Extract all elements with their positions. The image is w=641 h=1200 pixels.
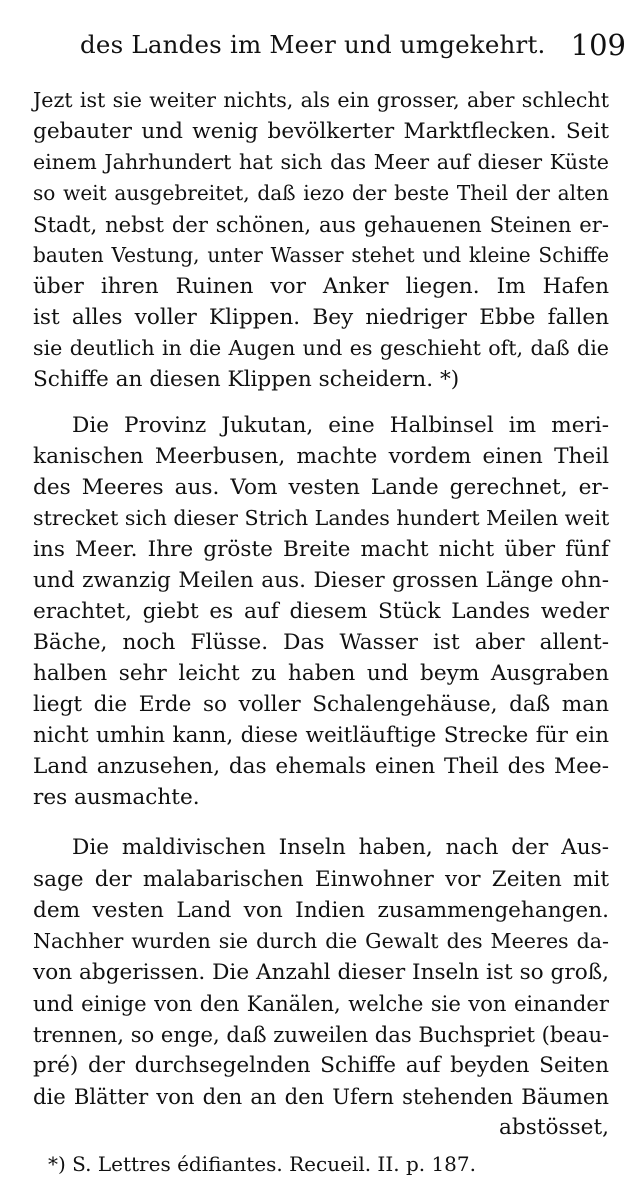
text-line: gebauter und wenig bevölkerter Marktflecken. Seit [33,119,609,144]
text-line: Jezt ist sie weiter nichts, als ein grosser, aber schlecht [33,88,609,112]
text-line: ins Meer. Ihre gröste Breite macht nicht über fünf [33,537,609,562]
page-header [80,26,626,70]
text-line: sie deutlich in die Augen und es geschieht oft, daß die [33,336,609,360]
text-line: des Meeres aus. Vom vesten Lande gerechnet, er- [33,475,609,500]
footnote: *) S. Lettres édifiantes. Recueil. II. p. 187. [48,1152,476,1176]
text-line: pré) der durchsegelnden Schiffe auf beyden Seiten [33,1053,609,1078]
text-line: erachtet, giebt es auf diesem Stück Landes weder [33,599,609,624]
text-line: so weit ausgebreitet, daß iezo der beste Theil der alten [33,181,609,205]
text-line: res ausmachte. [33,785,200,810]
text-line: bauten Vestung, unter Wasser stehet und kleine Schiffe [33,243,609,267]
text-line: Die maldivischen Inseln haben, nach der Aus- [72,835,609,860]
text-line: Bäche, noch Flüsse. Das Wasser ist aber allent- [33,630,609,655]
text-line: die Blätter von den an den Ufern stehenden Bäumen [33,1084,609,1109]
page-number: 109 [570,28,626,62]
text-line: nicht umhin kann, diese weitläuftige Strecke für ein [33,723,609,748]
text-line: über ihren Ruinen vor Anker liegen. Im Hafen [33,274,609,299]
text-line: halben sehr leicht zu haben und beym Ausgraben [33,661,609,686]
text-line: Nachher wurden sie durch die Gewalt des Meeres da- [33,929,609,953]
text-line: und zwanzig Meilen aus. Dieser grossen Länge ohn- [33,568,609,593]
text-line: Stadt, nebst der schönen, aus gehauenen Steinen er- [33,212,609,237]
text-line: einem Jahrhundert hat sich das Meer auf dieser Küste [33,150,609,174]
text-line: strecket sich dieser Strich Landes hundert Meilen weit [33,506,610,530]
text-line: sage der malabarischen Einwohner vor Zeiten mit [33,867,609,892]
text-line: liegt die Erde so voller Schalengehäuse, daß man [33,692,609,717]
text-line: trennen, so enge, daß zuweilen das Buchspriet (beau- [33,1022,610,1047]
running-head: des Landes im Meer und umgekehrt. [80,30,546,59]
text-line: Land anzusehen, das ehemals einen Theil des Mee- [33,754,609,779]
text-line: dem vesten Land von Indien zusammengehangen. [33,898,609,923]
text-line: abstösset, [499,1115,609,1140]
text-line: Die Provinz Jukutan, eine Halbinsel im meri- [72,413,609,438]
text-line: Schiffe an diesen Klippen scheidern. *) [33,367,460,392]
text-line: und einige von den Kanälen, welche sie von einander [33,991,609,1016]
text-line: ist alles voller Klippen. Bey niedriger Ebbe fallen [33,305,609,330]
text-line: kanischen Meerbusen, machte vordem einen Theil [33,444,609,469]
text-line: von abgerissen. Die Anzahl dieser Inseln ist so groß, [33,960,609,985]
